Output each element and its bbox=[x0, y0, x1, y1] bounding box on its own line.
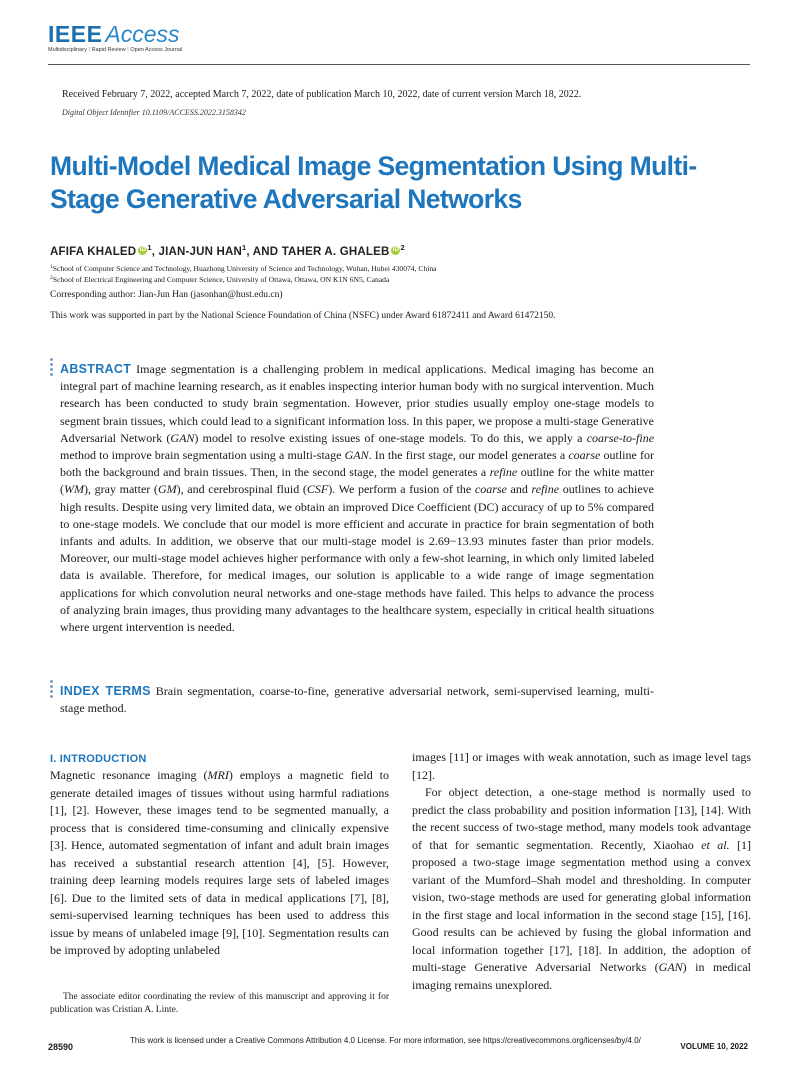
author-separator: , bbox=[151, 246, 159, 258]
intro-column-left bbox=[50, 767, 389, 960]
author-name: AFIFA KHALED bbox=[50, 246, 137, 258]
intro-column-right bbox=[412, 749, 751, 994]
index-terms-marker-icon bbox=[50, 680, 54, 700]
section-heading: I. INTRODUCTION bbox=[50, 753, 147, 765]
affiliation-marker: 2 bbox=[400, 243, 405, 252]
logo-ieee: IEEE bbox=[48, 21, 103, 47]
orcid-icon[interactable]: iD bbox=[392, 247, 400, 253]
funding-statement: This work was supported in part by the National Science Foundation of China (NSFC) under Award 61872411 and Award 61472150. bbox=[50, 311, 556, 321]
abstract bbox=[60, 361, 654, 636]
publication-dates: Received February 7, 2022, accepted March 7, 2022, date of publication March 10, 2022, date of current version March 18, 2022. bbox=[62, 89, 582, 100]
logo-tagline: Multidisciplinary ⁝ Rapid Review ⁝ Open Access Journal bbox=[48, 47, 183, 53]
index-terms-body: Brain segmentation, coarse-to-fine, generative adversarial network, semi-supervised learning, multi-stage method. bbox=[60, 684, 654, 716]
abstract-marker-icon bbox=[50, 358, 54, 378]
intro-paragraph-2: For object detection, a one-stage method is normally used to predict the class probability and position information [13], [14]. With the recent success of two-stage method, many models took advantage of that for semantic segmentation. Recently, Xiaohao et al. [1] proposed a two-stage image segmentation method using a convex variant of the Mumford–Shah model and thresholding. In computer vision, two-stage methods are used for generating global information in the first stage and local information in the second stage [15], [16]. Good results can be achieved by fusing the global information and local information together [17], [18]. In addition, the adoption of multi-stage Generative Adversarial Networks (GAN) in medical imaging remains unexplored. bbox=[412, 785, 752, 992]
abstract-label: ABSTRACT bbox=[60, 362, 132, 376]
affiliation-marker: 1 bbox=[147, 243, 152, 252]
article-title: Multi-Model Medical Image Segmentation Using Multi-Stage Generative Adversarial Networks bbox=[50, 151, 697, 214]
affiliation-marker: 1 bbox=[242, 243, 247, 252]
orcid-icon[interactable]: iD bbox=[139, 247, 147, 253]
abstract-body: Image segmentation is a challenging problem in medical applications. Medical imaging has become an integral part of machine learning research, as it enables inspecting interior human body with no surgical intervention. Much research has been conducted to study brain segmentation. However, prior studies usually employ one-stage models to segment brain tissues, which could lead to a significant information loss. In this paper, we propose a multi-stage Generative Adversarial Network (GAN) model to resolve existing issues of one-stage models. To do this, we apply a coarse-to-fine method to improve brain segmentation using a multi-stage GAN. In the first stage, our model generates a coarse outline for both the background and brain tissues. Then, in the second stage, the model generates a refine outline for the white matter (WM), gray matter (GM), and cerebrospinal fluid (CSF). We perform a fusion of the coarse and refine outlines to achieve high results. Despite using very limited data, we obtain an improved Dice Coefficient (DC) accuracy of up to 5% compared to one-stage models. We conclude that our model is more efficient and accurate in practice for brain segmentation of both infants and adults. In addition, we observe that our multi-stage model is 2.69−13.93 minutes faster than prior models. Moreover, our multi-stage model achieves higher performance with only a few-shot learning, in which only limited labeled data is available. Therefore, for medical images, our solution is applicable to a wide range of image segmentation applications for which convolution neural networks and one-stage methods have failed. This helps to advance the process of analyzing brain images, thus providing many advantages to the healthcare system, especially in critical health situations where urgent intervention is needed. bbox=[60, 362, 655, 635]
affiliation-2: $^2$School of Electrical Engineering and Computer Science, University of Ottawa, Ottawa, ON K1N 6N5, Canada bbox=[50, 275, 390, 284]
intro-paragraph-1: Magnetic resonance imaging (MRI) employs a magnetic field to generate detailed images of tissues without using harmful radiations [1], [2]. However, these images tend to be segmented manually, a process that is considered time-consuming and clinically expensive [3]. Hence, automated segmentation of infant and adult brain images has received a substantial research attention [4], [5]. However, training deep learning models requires large sets of labeled images [6]. Due to the limited sets of data in medical applications [7], [8], semi-supervised learning techniques has been used to address this issue by means of unlabeled image [9], [10]. Segmentation results can be improved by adopting unlabeled bbox=[50, 768, 389, 957]
author-list bbox=[50, 243, 405, 258]
corresponding-author: Corresponding author: Jian-Jun Han (jasonhan@hust.edu.cn) bbox=[50, 290, 283, 300]
editor-footnote: The associate editor coordinating the review of this manuscript and approving it for publication was Cristian A. Linte. bbox=[50, 992, 389, 1015]
doi: Digital Object Identifier 10.1109/ACCESS.2022.3158342 bbox=[62, 108, 246, 117]
logo-access: Access bbox=[105, 21, 180, 47]
volume-label: VOLUME 10, 2022 bbox=[680, 1042, 748, 1051]
affiliation-1: $^1$School of Computer Science and Technology, Huazhong University of Science and Technology, Wuhan, Hubei 430074, China bbox=[50, 264, 437, 273]
journal-logo bbox=[48, 22, 182, 53]
index-terms-label: INDEX TERMS bbox=[60, 684, 151, 698]
index-terms bbox=[60, 683, 654, 717]
author-name: JIAN-JUN HAN bbox=[158, 246, 243, 258]
intro-paragraph-1-continued: images [11] or images with weak annotation, such as image level tags [12]. bbox=[412, 750, 751, 782]
header-divider bbox=[48, 64, 750, 65]
license-notice: This work is licensed under a Creative Commons Attribution 4.0 License. For more information, see https://creativecommons.org/licenses/by/4.0/ bbox=[130, 1036, 641, 1045]
author-separator: , AND bbox=[246, 246, 282, 258]
page-number: 28590 bbox=[48, 1042, 74, 1052]
author-name: TAHER A. GHALEB bbox=[281, 246, 390, 258]
